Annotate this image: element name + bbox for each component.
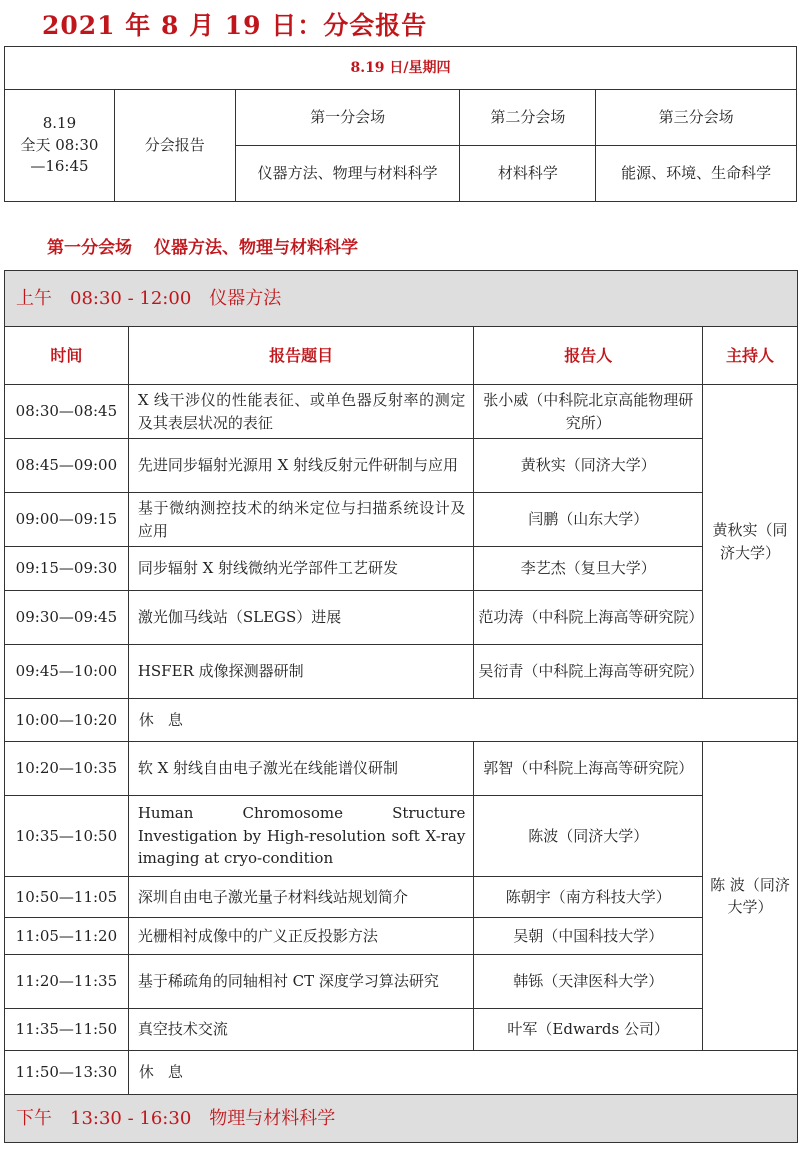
- venue-name: 第一分会场: [235, 90, 460, 146]
- break-row: [5, 1051, 798, 1095]
- column-header-speaker: 报告人: [474, 327, 703, 385]
- talk-speaker: 陈朝宇（南方科技大学）: [474, 877, 703, 918]
- talk-speaker: 陈波（同济大学）: [474, 796, 703, 877]
- talk-topic: 软 X 射线自由电子激光在线能谱仪研制: [128, 742, 474, 796]
- session-header-morning: [5, 271, 798, 327]
- table-row: [5, 918, 798, 955]
- date-line: 全天 08:30: [20, 135, 99, 154]
- break-label: 休息: [128, 1051, 797, 1095]
- talk-time: 08:45—09:00: [5, 439, 129, 493]
- talk-topic: 激光伽马线站（SLEGS）进展: [128, 591, 474, 645]
- venue-heading-theme: 仪器方法、物理与材料科学: [154, 238, 358, 258]
- session-theme: 物理与材料科学: [209, 1108, 336, 1129]
- table-row: [5, 796, 798, 877]
- venue-name: 第二分会场: [460, 90, 596, 146]
- session-chair: 陈 波（同济大学）: [703, 742, 798, 1051]
- talk-topic: Human Chromosome Structure Investigation by High-resolution soft X-ray imaging at cryo-condition: [128, 796, 474, 877]
- column-header-time: 时间: [5, 327, 129, 385]
- date-cell: [5, 90, 115, 202]
- date-line: —16:45: [30, 157, 89, 176]
- break-row: [5, 699, 798, 742]
- talk-speaker: 闫鹏（山东大学）: [474, 493, 703, 547]
- schedule-table: [4, 270, 798, 1143]
- talk-speaker: 吴朝（中国科技大学）: [474, 918, 703, 955]
- date-line: 8.19: [42, 113, 77, 132]
- talk-topic: HSFER 成像探测器研制: [128, 645, 474, 699]
- page-title: 2021 年 8 月 19 日：分会报告: [42, 11, 428, 40]
- venue-name: 第三分会场: [596, 90, 797, 146]
- talk-topic: X 线干涉仪的性能表征、或单色器反射率的测定及其表层状况的表征: [128, 385, 474, 439]
- talk-topic: 基于微纳测控技术的纳米定位与扫描系统设计及应用: [128, 493, 474, 547]
- table-row: [5, 547, 798, 591]
- table-row: [5, 955, 798, 1009]
- date-header: 8.19 日/星期四: [5, 47, 797, 90]
- talk-time: 10:35—10:50: [5, 796, 129, 877]
- session-time: 08:30 - 12:00: [70, 288, 192, 309]
- talk-speaker: 韩铄（天津医科大学）: [474, 955, 703, 1009]
- venue-theme: 材料科学: [460, 146, 596, 202]
- table-row: [5, 493, 798, 547]
- talk-time: 11:05—11:20: [5, 918, 129, 955]
- talk-time: 10:20—10:35: [5, 742, 129, 796]
- talk-time: 11:20—11:35: [5, 955, 129, 1009]
- venue-heading-name: 第一分会场: [47, 238, 132, 258]
- talk-time: 09:15—09:30: [5, 547, 129, 591]
- break-label: 休息: [128, 699, 797, 742]
- break-time: 11:50—13:30: [5, 1051, 129, 1095]
- column-header-chair: 主持人: [703, 327, 798, 385]
- talk-speaker: 张小威（中科院北京高能物理研究所）: [474, 385, 703, 439]
- talk-topic: 基于稀疏角的同轴相衬 CT 深度学习算法研究: [128, 955, 474, 1009]
- talk-speaker: 吴衍青（中科院上海高等研究院）: [474, 645, 703, 699]
- overview-table: [4, 46, 797, 202]
- talk-time: 09:30—09:45: [5, 591, 129, 645]
- table-row: [5, 591, 798, 645]
- talk-topic: 深圳自由电子激光量子材料线站规划简介: [128, 877, 474, 918]
- venue-heading: [47, 233, 358, 258]
- talk-topic: 先进同步辐射光源用 X 射线反射元件研制与应用: [128, 439, 474, 493]
- talk-speaker: 叶军（Edwards 公司）: [474, 1009, 703, 1051]
- table-row: [5, 439, 798, 493]
- session-header-afternoon: [5, 1095, 798, 1143]
- session-period: 下午: [16, 1108, 52, 1129]
- table-row: [5, 385, 798, 439]
- table-row: [5, 742, 798, 796]
- talk-topic: 光栅相衬成像中的广义正反投影方法: [128, 918, 474, 955]
- table-row: [5, 645, 798, 699]
- talk-speaker: 郭智（中科院上海高等研究院）: [474, 742, 703, 796]
- table-row: [5, 1009, 798, 1051]
- talk-speaker: 范功涛（中科院上海高等研究院）: [474, 591, 703, 645]
- talk-time: 11:35—11:50: [5, 1009, 129, 1051]
- session-theme: 仪器方法: [209, 288, 282, 309]
- talk-time: 09:45—10:00: [5, 645, 129, 699]
- venue-theme: 仪器方法、物理与材料科学: [235, 146, 460, 202]
- talk-time: 09:00—09:15: [5, 493, 129, 547]
- talk-speaker: 李艺杰（复旦大学）: [474, 547, 703, 591]
- talk-time: 10:50—11:05: [5, 877, 129, 918]
- column-header-topic: 报告题目: [128, 327, 474, 385]
- talk-topic: 同步辐射 X 射线微纳光学部件工艺研发: [128, 547, 474, 591]
- session-chair: 黄秋实（同济大学）: [703, 385, 798, 699]
- session-time: 13:30 - 16:30: [70, 1108, 192, 1129]
- talk-speaker: 黄秋实（同济大学）: [474, 439, 703, 493]
- table-row: [5, 877, 798, 918]
- talk-topic: 真空技术交流: [128, 1009, 474, 1051]
- session-period: 上午: [16, 288, 52, 309]
- category-cell: 分会报告: [114, 90, 235, 202]
- talk-time: 08:30—08:45: [5, 385, 129, 439]
- break-time: 10:00—10:20: [5, 699, 129, 742]
- venue-theme: 能源、环境、生命科学: [596, 146, 797, 202]
